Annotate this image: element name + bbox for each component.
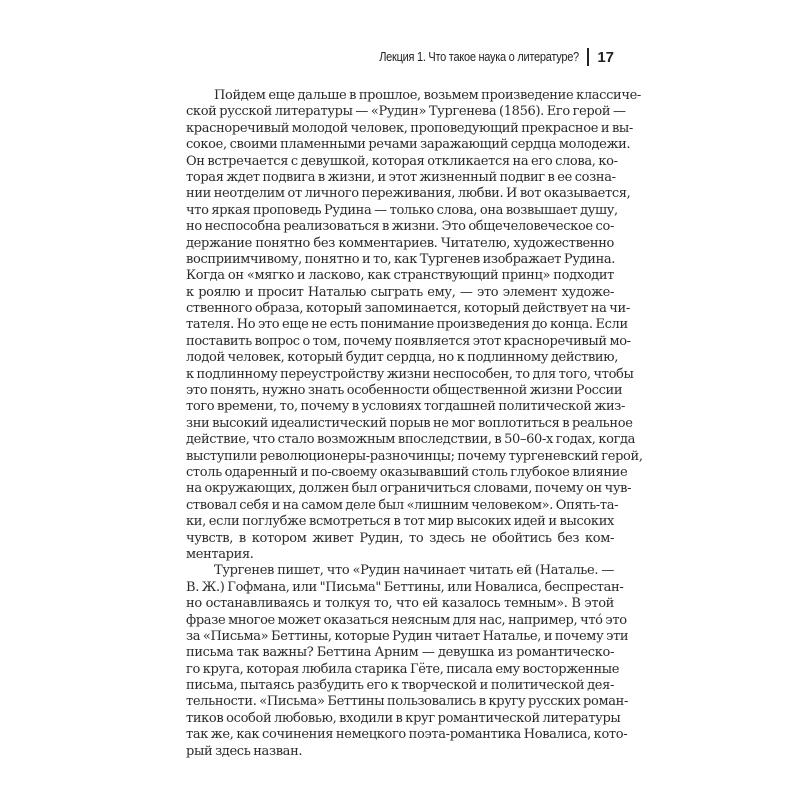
text-line: ской русской литературы — «Рудин» Тургенева (1856). Его герой — xyxy=(186,104,626,120)
text-line: тельности. «Письма» Беттины пользовались в кругу русских роман- xyxy=(186,694,628,710)
text-line: восприимчивому, понятно и то, как Тургенев изображает Рудина. xyxy=(186,251,616,267)
text-line: это понять, нужно знать особенности общественной жизни России xyxy=(186,383,623,399)
text-line: лодой человек, который будит сердца, но к подлинному действию, xyxy=(186,350,618,366)
text-line: тателя. Но это еще не есть понимание произведения до конца. Если xyxy=(186,317,628,333)
text-line: сокое, своими пламенными речами заражающий сердца молодежи. xyxy=(186,137,631,153)
text-line: действие, что стало возможным впоследствии, в 50–60-х годах, когда xyxy=(186,432,636,448)
text-line: выступили революционеры-разночинцы; почему тургеневский герой, xyxy=(186,448,643,464)
page-number: 17 xyxy=(597,48,614,66)
text-line: Он встречается с девушкой, которая откликается на его слова, ко- xyxy=(186,153,618,169)
text-line: но неспособна реализоваться в жизни. Это общечеловеческое со- xyxy=(186,219,614,235)
text-line: но останавливаясь и толкуя то, что ей казалось темным». В этой xyxy=(186,596,614,612)
text-line: чувств, в котором живет Рудин, то здесь не обойтись без ком- xyxy=(186,530,614,546)
text-line: Когда он «мягко и ласково, как странствующий принц» подходит xyxy=(186,268,614,284)
page-body xyxy=(186,88,643,760)
text-line: ки, если поглубже всмотреться в тот мир высоких идей и высоких xyxy=(186,514,614,530)
chapter-title: Лекция 1. Что такое наука о литературе? xyxy=(379,50,580,64)
text-line: что яркая проповедь Рудина — только слова, она возвышает душу, xyxy=(186,202,618,218)
text-line: ствовал себя и на самом деле был «лишним человеком». Опять-та- xyxy=(186,497,619,513)
text-line: красноречивый молодой человек, проповедующий прекрасное и вы- xyxy=(186,120,633,136)
text-line: к подлинному переустройству жизни неспособен, то для того, чтобы xyxy=(186,366,634,382)
text-line: держание понятно без комментариев. Читателю, художественно xyxy=(186,235,614,251)
text-line: Тургенев пишет, что «Рудин начинает читать ей (Наталье. — xyxy=(214,563,614,579)
text-line: ментария. xyxy=(186,546,254,562)
text-line: письма так важны? Беттина Арним — девушка из романтическо- xyxy=(186,645,614,661)
text-line: за «Письма» Беттины, которые Рудин читает Наталье, и почему эти xyxy=(186,628,629,644)
text-line: так же, как сочинения немецкого поэта-романтика Новалиса, кото- xyxy=(186,727,628,743)
text-line: ственного образа, который запоминается, который действует на чи- xyxy=(186,301,630,317)
text-line: В. Ж.) Гофмана, или "Письма" Беттины, или Новалиса, беспрестан- xyxy=(186,579,624,595)
text-line: го круга, которая любила старика Гёте, писала ему восторженные xyxy=(186,661,620,677)
text-line: письма, пытаясь разбудить его к творческой и политической дея- xyxy=(186,678,614,694)
text-line: зни высокий идеалистический порыв не мог воплотиться в реальное xyxy=(186,415,633,431)
text-line: нии неотделим от личного переживания, любви. И вот оказывается, xyxy=(186,186,631,202)
text-line: столь одаренный и по-своему оказывавший столь глубокое влияние xyxy=(186,464,628,480)
text-line: тиков особой любовью, входили в круг романтической литературы xyxy=(186,710,621,726)
running-header xyxy=(352,47,614,67)
text-line: Пойдем еще дальше в прошлое, возьмем произведение классиче- xyxy=(214,88,641,103)
text-line: фразе многое может оказаться неясным для нас, например, что́ это xyxy=(186,612,627,628)
text-line: поставить вопрос о том, почему появляется этот красноречивый мо- xyxy=(186,333,631,349)
text-line: рый здесь назван. xyxy=(186,743,303,759)
paragraph xyxy=(186,563,629,760)
header-divider xyxy=(587,48,589,66)
text-line: торая ждет подвига в жизни, и этот жизненный подвиг в ее созна- xyxy=(186,169,616,185)
text-line: к роялю и просит Наталью сыграть ему, — это элемент художе- xyxy=(186,284,614,300)
paragraph xyxy=(186,88,643,563)
text-line: того времени, то, почему в условиях тогдашней политической жиз- xyxy=(186,399,626,415)
text-line: на окружающих, должен был ограничиться словами, почему он чув- xyxy=(186,481,632,497)
